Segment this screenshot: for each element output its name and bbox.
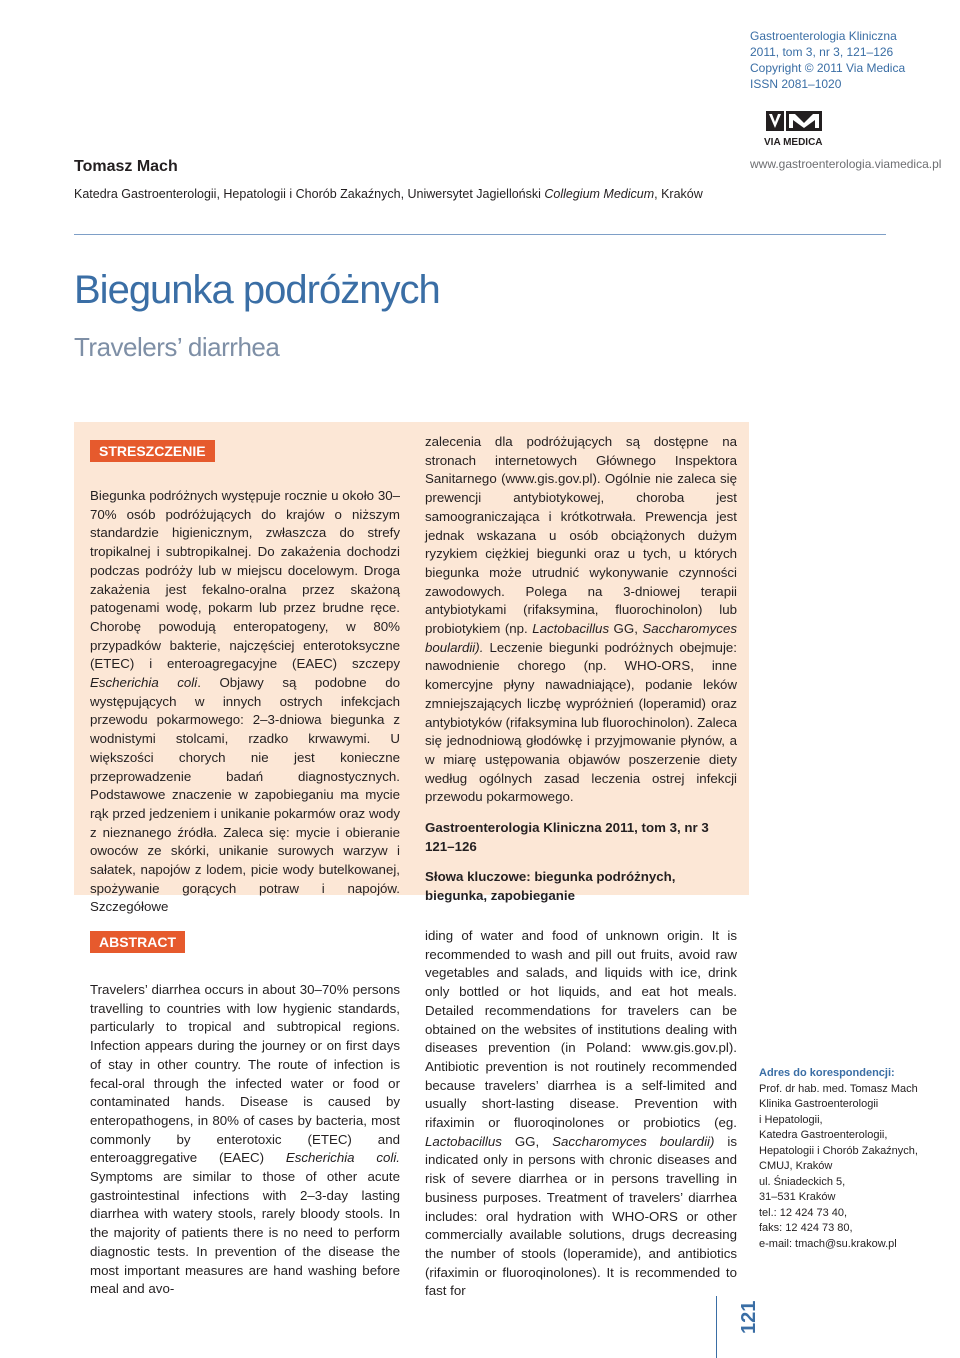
correspondence-line: ul. Śniadeckich 5,: [759, 1175, 846, 1188]
author-affiliation: Katedra Gastroenterologii, Hepatologii i Chorób Zakaźnych, Uniwersytet Jagielloński Collegium Medicum, Kraków: [74, 187, 703, 201]
author-name: Tomasz Mach: [74, 158, 178, 175]
correspondence-line: Katedra Gastroenterologii,: [759, 1129, 888, 1141]
abstract-pl-text-2: zalecenia dla podróżujących są dostępne na stronach internetowych Głównego Inspektora Sanitarnego (www.gis.gov.pl). Ogólnie nie zaleca się prewencji antybiotykowej, choroba jest samoograniczająca i krótkotrwała. Prewencja jest jednak wskazana u osób obciążonych dużym ryzykiem ciężkiej biegunki oraz u tych, u których biegunka może utrudnić wykonywanie czynności zawodowych. Polega na 3-dniowej terapii antybiotykami (rifaksymina, fluorochinolon) lub probiotykiem (np. Lactobacillus GG, Saccharomyces boulardii). Leczenie biegunki podróżnych obejmuje: nawodnienie chorego (np. WHO-ORS, inne komercyjne płyny nawadniające), podanie leków zmniejszających liczbę wypróżnień (loperamid) oraz antybiotyków (rifaksymina lub fluorochinolon). Zaleca się jednodniową głodówkę i przyjmowanie płynów, a w miarę ustępowania objawów poszerzenie diety według ogólnych zasad leczenia ostrej infekcji przewodu pokarmowego.: [425, 434, 737, 805]
via-medica-logo: [764, 110, 834, 150]
header-divider: [74, 234, 886, 235]
correspondence-line: i Hepatologii,: [759, 1113, 823, 1126]
abstract-en-text-2: iding of water and food of unknown origin. It is recommended to wash and pill out fruits, avoid raw vegetables and salads, and liquids with ice, drink only bottled or hot liquids, and eat hot meals. Detailed recommendations for travelers can be obtained on the websites of institutions dealing with diseases prevention (in Poland: www.gis.gov.pl). Antibiotic prevention is not routinely recommended because travelers’ diarrhea is a self-limited and usually short-lasting disease. Prevention with rifaximin or fluoroqinolones or probiotics (eg. Lactobacillus GG, Saccharomyces boulardii) is indicated only in persons with chronic diseases and risk of severe diarrhea or in persons travelling in business purposes. Treatment of travelers’ diarrhea includes: oral hydration with WHO-ORS or other commercially available solutions, drugs decreasing the number of stools (loperamide), and antibiotics (rifaximin or fluoroqinolones). It is recommended to fast for: [425, 928, 737, 1299]
logo-text: VIA MEDICA: [764, 137, 823, 148]
journal-name: Gastroenterologia Kliniczna: [750, 29, 897, 43]
correspondence-line: faks: 12 424 73 80,: [759, 1222, 853, 1234]
abstract-pl-text-1: Biegunka podróżnych występuje rocznie u około 30–70% osób podróżujących do krajów o niższym standardzie higienicznym, zwłaszcza do strefy tropikalnej i subtropikalnej. Do zakażenia dochodzi podczas podróży lub w miejscu docelowym. Droga zakażenia jest fekalno-oralna przez skażoną patogenami wodę, pokarm lub przez brudne ręce. Chorobę powodują enteropatogeny, w 80% przypadków bakterie, najczęściej enterotoksyczne (ETEC) i enteroagregacyjne (EAEC) szczepy Escherichia coli. Objawy są podobne do występujących w innych ostrych infekcjach przewodu pokarmowego: 2–3-dniowa biegunka z wodnistymi stolcami, rzadko krwawymi. U większości chorych nie jest konieczne przeprowadzenie badań diagnostycznych. Podstawowe znaczenie w zapobieganiu ma mycie rąk przed jedzeniem i unikanie pokarmów oraz wody z nieznanego źródła. Zaleca się: mycie i obieranie owoców ze skórki, unikanie surowych warzyw i sałatek, napojów z lodem, picie wody butelkowanej, spożywanie gorących potraw i napojów. Szczegółowe: [90, 488, 400, 915]
abstract-en-text-1: Travelers’ diarrhea occurs in about 30–70% persons travelling to countries with low hygienic standards, particularly to tropical and subtropical regions. Infection appears during the journey or on first days of stay in other country. The route of infection is fecal-oral through the infected water or food or contaminated hands. Disease is caused by enteropathogens, in 80% of cases by bacteria, most commonly by enterotoxic (ETEC) and enteroaggregative (EAEC) Escherichia coli. Symptoms are similar to those of other acute gastrointestinal infections with 2–3-day lasting diarrhea with watery stools, rarely bloody stools. In the majority of patients there is no need to perform diagnostic tests. In prevention of the disease the most important measures are hand washing before meal and avo-: [90, 982, 400, 1297]
abstract-pl-heading: STRESZCZENIE: [90, 440, 215, 462]
journal-issn: ISSN 2081–1020: [750, 77, 842, 91]
correspondence-line: CMUJ, Kraków: [759, 1160, 833, 1172]
abstract-en-col1: [90, 981, 400, 1299]
abstract-pl-col2: [425, 433, 737, 906]
correspondence-address: [759, 1066, 949, 1252]
journal-issue: 2011, tom 3, nr 3, 121–126: [750, 45, 894, 59]
journal-website[interactable]: www.gastroenterologia.viamedica.pl: [750, 157, 942, 171]
correspondence-line: tel.: 12 424 73 40,: [759, 1206, 848, 1219]
page-number-divider: [716, 1296, 717, 1358]
correspondence-line: Hepatologii i Chorób Zakaźnych,: [759, 1144, 918, 1157]
article-title: Biegunka podróżnych: [74, 268, 440, 312]
journal-info: [750, 28, 950, 92]
citation: Gastroenterologia Kliniczna 2011, tom 3, nr 3 121–126: [425, 820, 709, 854]
abstract-pl-col1: [90, 487, 400, 917]
correspondence-line: 31–531 Kraków: [759, 1191, 836, 1203]
correspondence-line: Prof. dr hab. med. Tomasz Mach: [759, 1082, 918, 1095]
article-subtitle: Travelers’ diarrhea: [74, 332, 280, 362]
page-number: 121: [738, 1300, 760, 1334]
keywords: Słowa kluczowe: biegunka podróżnych, biegunka, zapobieganie: [425, 869, 676, 904]
journal-copyright: Copyright © 2011 Via Medica: [750, 61, 906, 75]
correspondence-line: Klinika Gastroenterologii: [759, 1098, 879, 1110]
abstract-en-col2: [425, 927, 737, 1301]
correspondence-line[interactable]: e-mail: tmach@su.krakow.pl: [759, 1237, 897, 1250]
abstract-en-heading: ABSTRACT: [90, 931, 185, 953]
correspondence-title: Adres do korespondencji:: [759, 1067, 895, 1079]
